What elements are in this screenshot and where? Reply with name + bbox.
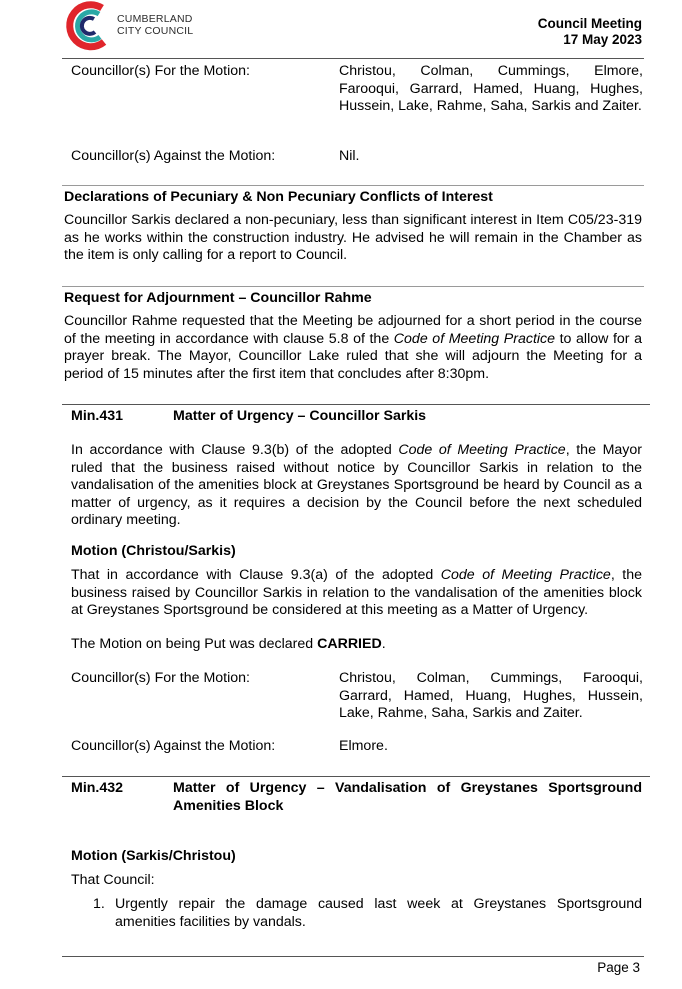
list-item-number: 1. — [93, 896, 105, 912]
motion-code-title: Code of Meeting Practice — [440, 567, 611, 583]
list-item: Urgently repair the damage caused last week at Greystanes Sportsground amenities facilities by vandals. — [115, 896, 642, 930]
page-number: Page 3 — [597, 960, 640, 975]
org-name-line2: CITY COUNCIL — [117, 24, 194, 37]
ruling-text-rest: , the Mayor ruled that the business raised without notice by Councillor Sarkis in relation to the vandalisation of the amenities block at Greystanes Sportsground be heard by Council as a matter of urgency, as it requires a decision by the Council before the next scheduled ordinary meeting. — [71, 442, 642, 528]
header-rule — [62, 58, 644, 59]
for-motion-label: Councillor(s) For the Motion: — [71, 63, 250, 79]
section-rule — [62, 286, 644, 287]
motion-intro: That Council: — [71, 872, 155, 888]
against-motion-names: Elmore. — [339, 738, 388, 754]
adjournment-heading: Request for Adjournment – Councillor Rahme — [64, 290, 372, 306]
motion-heading: Motion (Christou/Sarkis) — [71, 543, 236, 559]
meeting-header — [538, 16, 642, 48]
for-motion-label: Councillor(s) For the Motion: — [71, 670, 250, 686]
ruling-code-title: Code of Meeting Practice — [398, 442, 566, 458]
minute-number: Min.431 — [71, 408, 124, 424]
org-name-line1: CUMBERLAND — [117, 13, 193, 25]
adjournment-text-rest: to allow for a prayer break. The Mayor, Councillor Lake ruled that she will adjourn the Meeting for a period of 15 minutes after the first item that concludes after 8:30pm. — [64, 330, 642, 382]
adjournment-code-title: Code of Meeting Practice — [393, 330, 556, 347]
meeting-title: Council Meeting — [537, 16, 642, 31]
urgency-ruling-text — [71, 442, 642, 530]
for-motion-names: Christou, Colman, Cummings, Farooqui, Garrard, Hamed, Huang, Hughes, Hussein, Lake, Rahme, Saha, Sarkis and Zaiter. — [339, 670, 643, 721]
motion-text — [71, 567, 642, 620]
motion-result — [71, 636, 642, 654]
motion-heading: Motion (Sarkis/Christou) — [71, 848, 236, 864]
section-rule — [62, 185, 644, 186]
motion-text-rest: , the business raised by Councillor Sarkis in relation to the vandalisation of the amenities block at Greystanes Sportsground be considered at this meeting as a Matter of Urgency. — [71, 567, 642, 618]
meeting-date: 17 May 2023 — [563, 32, 642, 47]
against-motion-label: Councillor(s) Against the Motion: — [71, 148, 276, 164]
for-motion-names: Christou, Colman, Cummings, Elmore, Farooqui, Garrard, Hamed, Huang, Hughes, Hussein, Lake, Rahme, Saha, Sarkis and Zaiter. — [339, 63, 643, 114]
minute-rule — [62, 776, 650, 777]
against-motion-names: Nil. — [339, 148, 360, 164]
org-name — [117, 14, 193, 37]
carried-status: CARRIED — [317, 636, 382, 652]
motion-text-start: That in accordance with Clause 9.3(a) of the adopted — [71, 567, 441, 583]
declarations-heading: Declarations of Pecuniary & Non Pecuniary Conflicts of Interest — [64, 189, 493, 205]
adjournment-text: Councillor Rahme requested that the Meeting be adjourned for a short period in the course of the meeting in accordance with clause 5.8 of the — [64, 313, 642, 347]
cumberland-city-council-logo — [64, 0, 112, 52]
result-text: The Motion on being Put was declared — [71, 636, 318, 652]
footer-rule — [62, 956, 644, 957]
logo-navy-arc — [82, 18, 95, 34]
adjournment-body — [64, 313, 642, 383]
against-motion-label: Councillor(s) Against the Motion: — [71, 738, 276, 754]
ruling-text: In accordance with Clause 9.3(b) of the adopted — [71, 442, 399, 458]
minute-number: Min.432 — [71, 780, 124, 796]
declarations-body: Councillor Sarkis declared a non-pecuniary, less than significant interest in Item C05/23-319 as he works within the construction industry. He advised he will remain in the Chamber as the item is only calling for a report to Council. — [64, 212, 642, 263]
minute-title: Matter of Urgency – Vandalisation of Greystanes Sportsground Amenities Block — [173, 780, 642, 814]
result-punct: . — [381, 636, 386, 652]
minute-rule — [62, 404, 650, 405]
minute-title: Matter of Urgency – Councillor Sarkis — [173, 408, 427, 424]
